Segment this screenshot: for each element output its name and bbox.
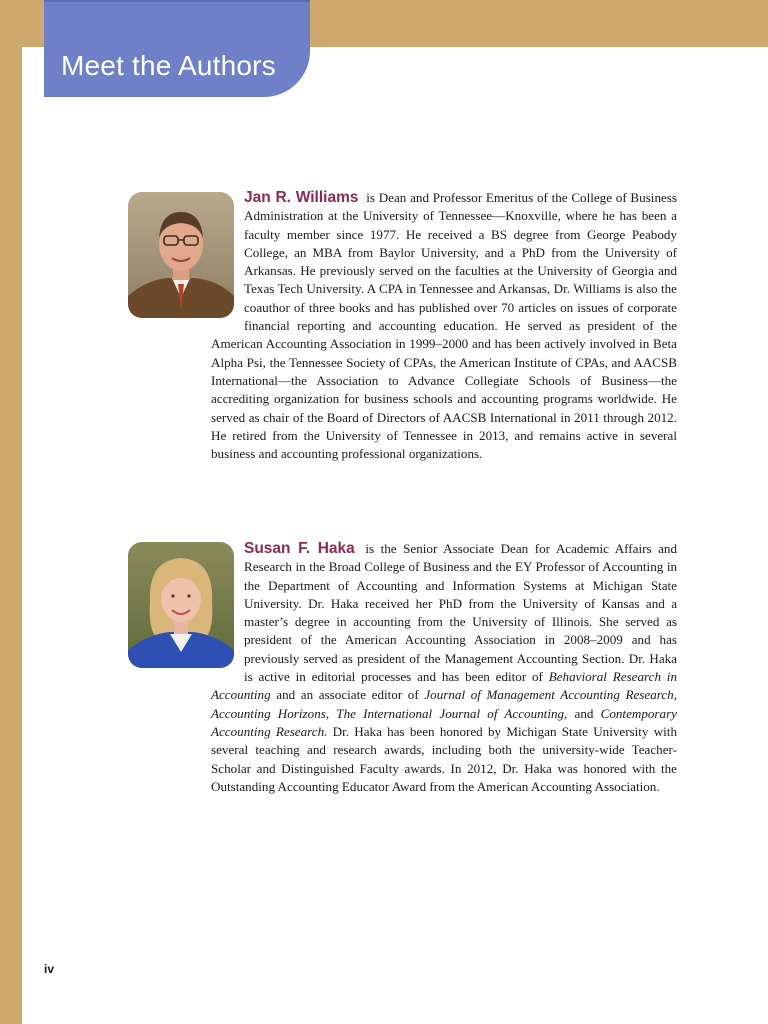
page-title: Meet the Authors — [61, 50, 276, 81]
header-band — [44, 0, 310, 97]
author-bio-text: is the Senior Associate Dean for Academic Affairs and Research in the Broad College of Business and the EY Professor of Accounting in the Department of Accounting and Information Systems at Michigan State University. Dr. Haka received her PhD from the University of Kansas and a master’s degree in accounting from the University of Illinois. She served as president of the American Accounting Association in 2008–2009 and has previously served as president of the Management Accounting Section. Dr. Haka is active in editorial processes and has been editor of — [244, 541, 677, 685]
author-bio-text: Dr. Haka has been honored by Michigan State University with several teaching and research awards, including both the university-wide Teacher-Scholar and Distinguished Faculty awards. In 2012, Dr. Haka was honored with the Outstanding Accounting Educator Award from the American Accounting Association. — [211, 723, 677, 794]
author-name: Susan F. Haka — [244, 540, 355, 557]
author-bio-williams — [211, 189, 677, 463]
page-number: iv — [44, 962, 55, 976]
journal-title: Behavioral Research in Accounting — [211, 669, 677, 703]
author-bio-text: and — [574, 705, 594, 721]
author-bio-text: is Dean and Professor Emeritus of the College of Business Administration at the University of Tennessee—Knoxville, where he has been a faculty member since 1977. He received a BS degree from George Peabody College, an MBA from Baylor University, and a PhD from the University of Arkansas. He previously served on the faculties at the University of Georgia and Texas Tech University. A CPA in Tennessee and Arkansas, Dr. Williams is also the coauthor of three books and has published over 70 articles on issues of corporate financial reporting and accounting education. He served as president of the American Accounting Association in 1999–2000 and has been actively involved in Beta Alpha Psi, the Tennessee Society of CPAs, the American Institute of CPAs, and AACSB International—the Association to Advance Collegiate Schools of Business—the accrediting organization for business schools and accounting programs worldwide. He served as chair of the Board of Directors of AACSB International in 2011 through 2012. He retired from the University of Tennessee in 2013, and remains active in several business and accounting professional organizations. — [211, 190, 677, 462]
photo-wrap-spacer — [211, 540, 244, 681]
journal-title: Contemporary Accounting Research. — [211, 705, 677, 739]
journal-title: Journal of Management Accounting Research, Accounting Horizons, The International Journal of Accounting, — [211, 687, 677, 721]
page-frame-left — [0, 0, 22, 1024]
author-bio-text: and an associate editor of — [276, 687, 419, 703]
author-name: Jan R. Williams — [244, 189, 359, 206]
photo-wrap-spacer — [211, 189, 244, 330]
author-bio-haka — [211, 540, 677, 796]
